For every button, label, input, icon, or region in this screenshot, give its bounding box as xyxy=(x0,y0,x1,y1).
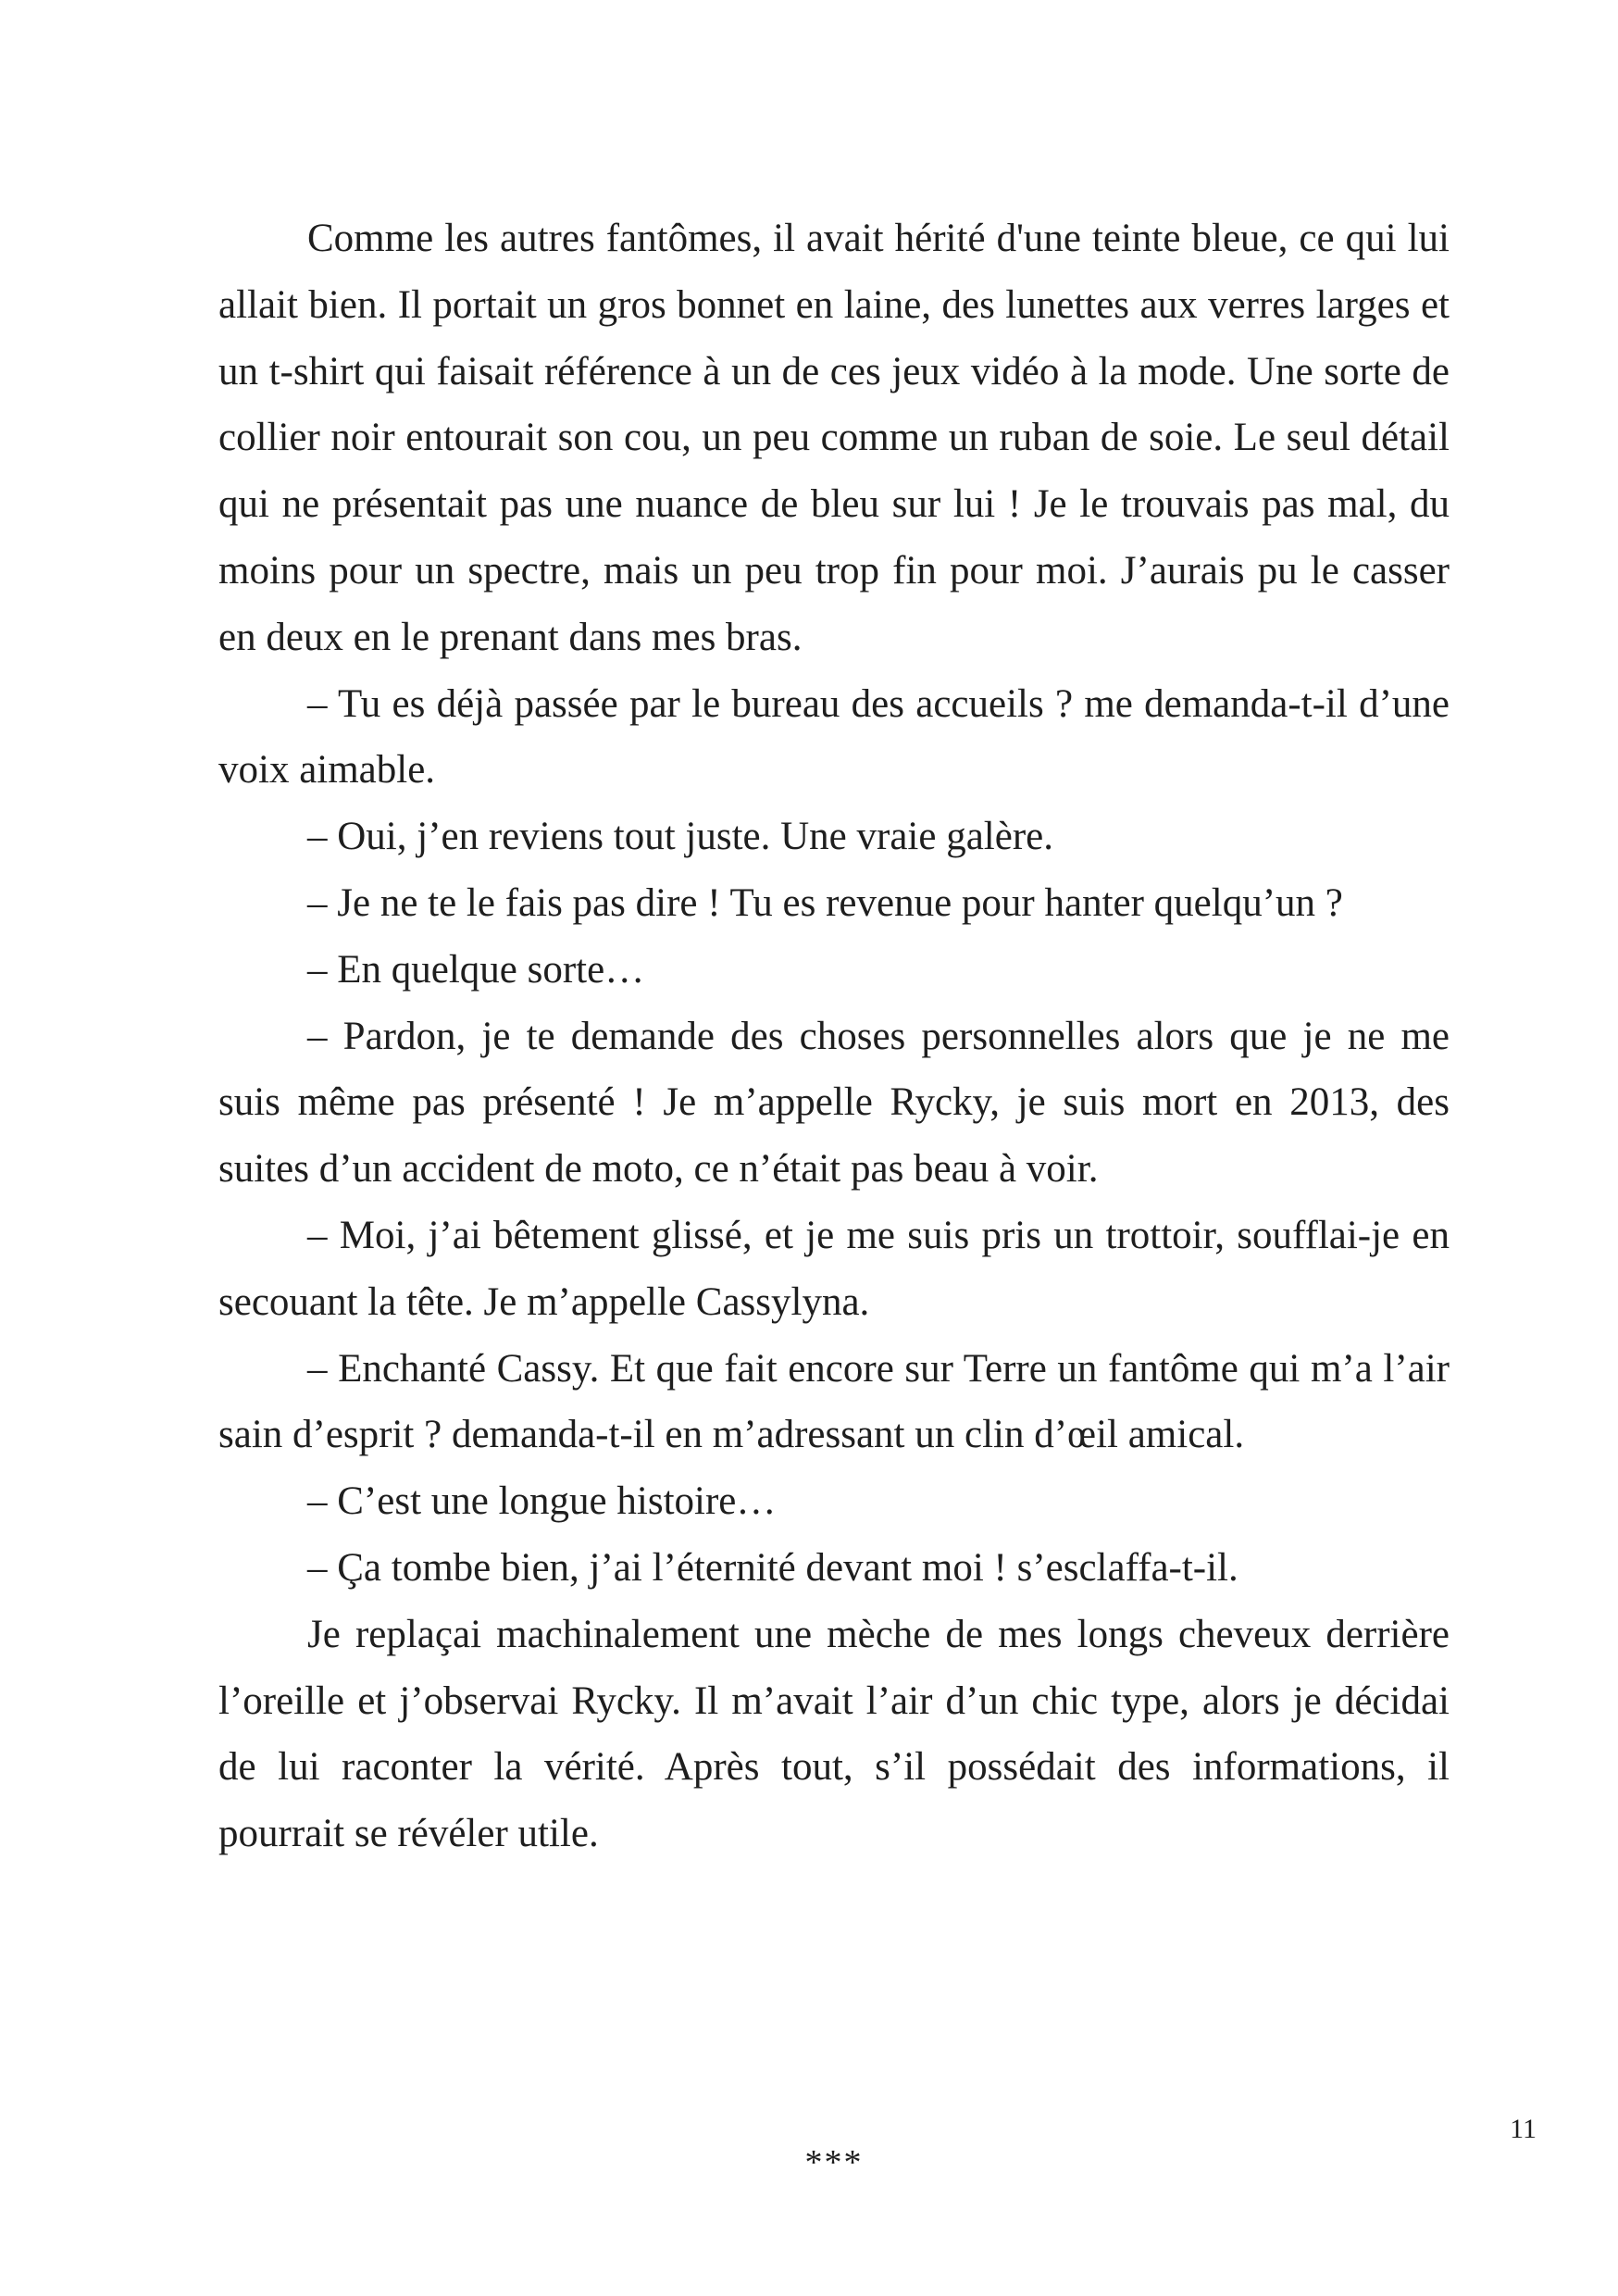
paragraph: – Tu es déjà passée par le bureau des accueils ? me demanda-t-il d’une voix aimable. xyxy=(218,681,1450,792)
paragraph: – En quelque sorte… xyxy=(307,947,645,992)
page-number: 11 xyxy=(1510,2114,1537,2144)
body-text xyxy=(218,206,1450,1867)
paragraph: – Je ne te le fais pas dire ! Tu es revenue pour hanter quelqu’un ? xyxy=(307,880,1343,925)
paragraph: – Ça tombe bien, j’ai l’éternité devant moi ! s’esclaffa-t-il. xyxy=(307,1545,1238,1590)
paragraph: – Oui, j’en reviens tout juste. Une vraie galère. xyxy=(307,815,1053,859)
scene-separator: *** xyxy=(804,2143,864,2182)
paragraph: Je replaçai machinalement une mèche de mes longs cheveux derrière l’oreille et j’observai Rycky. Il m’avait l’air d’un chic type, alors je décidai de lui raconter la vérité. Après tout, s’il possédait des informations, il pourrait se révéler utile. xyxy=(218,1612,1450,1856)
paragraph: – Enchanté Cassy. Et que fait encore sur Terre un fantôme qui m’a l’air sain d’esprit ? demanda-t-il en m’adressant un clin d’œil amical. xyxy=(218,1346,1450,1457)
paragraph: – Moi, j’ai bêtement glissé, et je me suis pris un trottoir, soufflai-je en secouant la tête. Je m’appelle Cassylyna. xyxy=(218,1213,1450,1324)
paragraph: – Pardon, je te demande des choses personnelles alors que je ne me suis même pas présenté ! Je m’appelle Rycky, je suis mort en 2013, des suites d’un accident de moto, ce n’était pas beau à voir. xyxy=(218,1014,1450,1192)
paragraph: – C’est une longue histoire… xyxy=(307,1479,777,1524)
paragraph: Comme les autres fantômes, il avait hérité d'une teinte bleue, ce qui lui allait bien. Il portait un gros bonnet en laine, des lunettes aux verres larges et un t-shirt qui faisait référence à un de ces jeux vidéo à la mode. Une sorte de collier noir entourait son cou, un peu comme un ruban de soie. Le seul détail qui ne présentait pas une nuance de bleu sur lui ! Je le trouvais pas mal, du moins pour un spectre, mais un peu trop fin pour moi. J’aurais pu le casser en deux en le prenant dans mes bras. xyxy=(218,217,1450,659)
